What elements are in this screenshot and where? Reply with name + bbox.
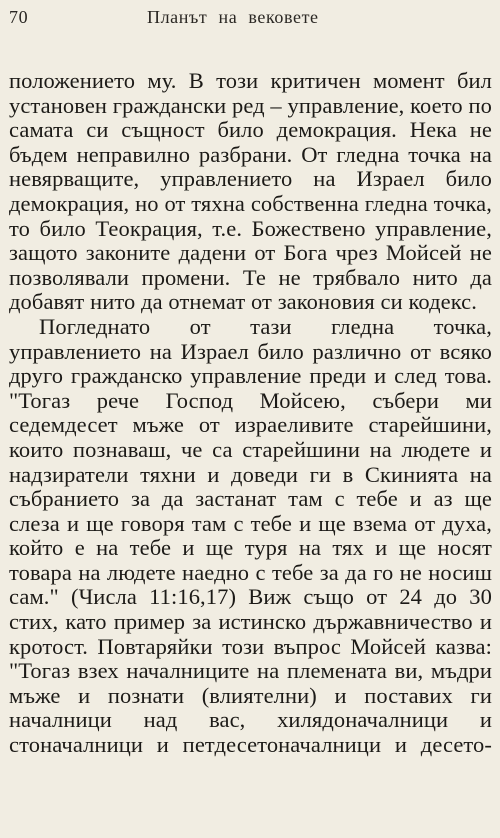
body-text xyxy=(9,69,492,758)
running-title: Планът на вековете xyxy=(147,7,319,27)
paragraph-continued: положението му. В този критичен момент бил установен граждански ред – управление, което по самата си същност било демокрация. Нека не бъдем неправилно разбрани. От гледна точка на невярващите, управлението на Израел било демокрация, но от тяхна собственна гледна точка, то било Теокрация, т.е. Божествено управление, защото законите дадени от Бога чрез Мойсей не позволявали промени. Те не трябвало нито да добавят нито да отнемат от законовия си кодекс. xyxy=(9,68,492,315)
page-number: 70 xyxy=(9,7,29,27)
paragraph: Погледнато от тази гледна точка, управлението на Израел било различно от всяко друго гражданско управление преди и след това. "Тогаз рече Господ Мойсею, събери ми седемдесет мъже от израеливите старейшини, които познаваш, че са старейшини на людете и надзиратели тяхни и доведи ги в Скинията на събранието за да застанат там с тебе и аз ще слеза и ще говоря там с тебе и ще взема от духа, който е на тебе и ще туря на тях и ще носят товара на людете наедно с тебе за да го не носиш сам." (Числа 11:16,17) Виж също от 24 до 30 стих, като пример за истинско държавничество и кротост. Повтаряйки този въпрос Мойсей казва: "Тогаз взех началниците на племената ви, мъдри мъже и познати (влиятелни) и поставих ги началници над вас, хилядоначалници и стоначалници и петдесетоначалници и десето- xyxy=(9,313,492,758)
page-header xyxy=(9,0,492,28)
